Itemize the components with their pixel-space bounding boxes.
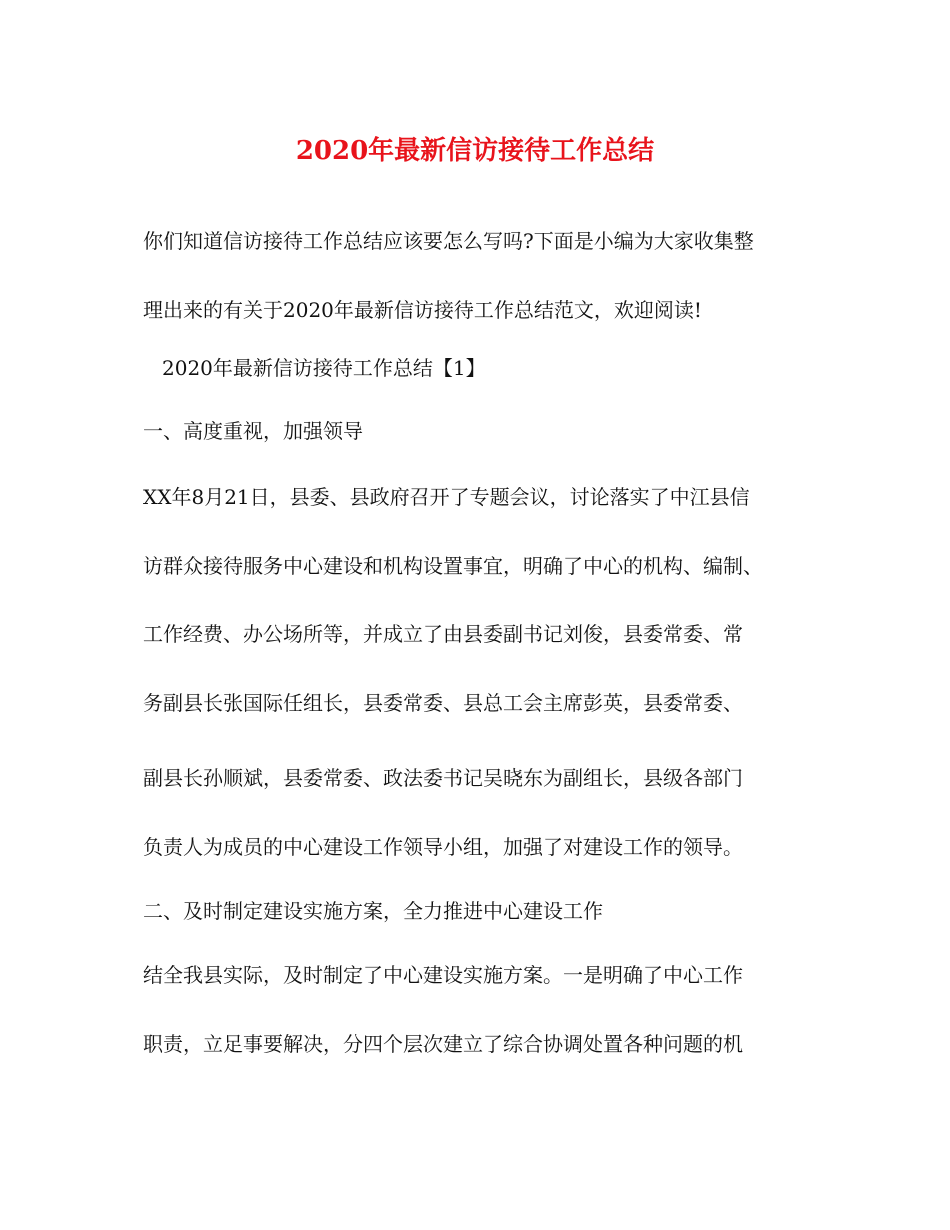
paragraph-line: 负责人为成员的中心建设工作领导小组，加强了对建设工作的领导。 [143, 835, 743, 859]
paragraph-line: XX年8月21日，县委、县政府召开了专题会议，讨论落实了中江县信 [143, 485, 750, 509]
paragraph-line: 理出来的有关于2020年最新信访接待工作总结范文，欢迎阅读! [143, 298, 702, 322]
paragraph-line: 工作经费、办公场所等，并成立了由县委副书记刘俊，县委常委、常 [143, 622, 743, 646]
paragraph-line: 副县长孙顺斌，县委常委、政法委书记吴晓东为副组长，县级各部门 [143, 766, 743, 790]
section-heading: 一、高度重视，加强领导 [143, 419, 363, 443]
document-title: 2020年最新信访接待工作总结 [295, 136, 655, 166]
paragraph-line: 访群众接待服务中心建设和机构设置事宜，明确了中心的机构、编制、 [143, 554, 763, 578]
section-heading: 二、及时制定建设实施方案，全力推进中心建设工作 [143, 899, 603, 923]
paragraph-line: 职责，立足事要解决，分四个层次建立了综合协调处置各种问题的机 [143, 1032, 743, 1056]
paragraph-line: 你们知道信访接待工作总结应该要怎么写吗?下面是小编为大家收集整 [143, 229, 754, 253]
section-heading: 2020年最新信访接待工作总结【1】 [162, 356, 486, 380]
paragraph-line: 结全我县实际，及时制定了中心建设实施方案。一是明确了中心工作 [143, 963, 743, 987]
paragraph-line: 务副县长张国际任组长，县委常委、县总工会主席彭英，县委常委、 [143, 691, 743, 715]
